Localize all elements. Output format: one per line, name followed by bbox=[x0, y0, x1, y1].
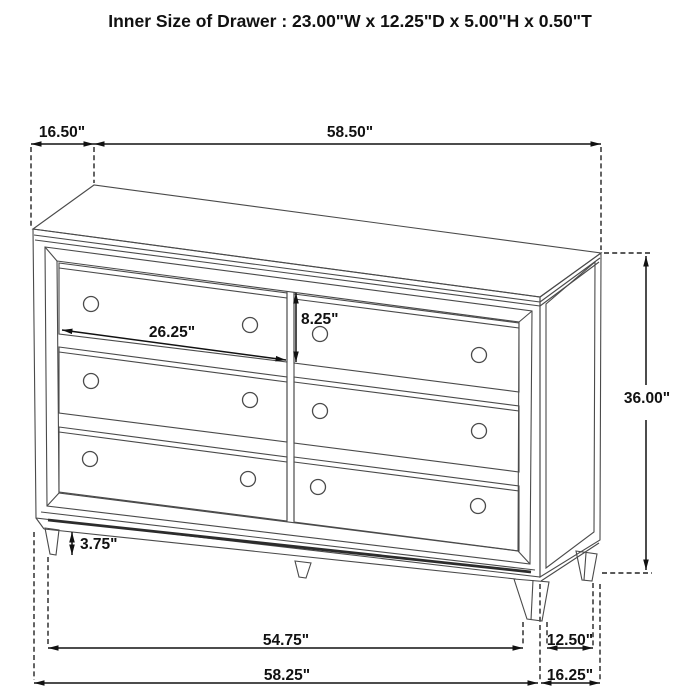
knob-icon bbox=[313, 404, 328, 419]
top-molding-line-side bbox=[540, 258, 600, 302]
front-bevel-frame bbox=[45, 247, 532, 564]
back-right-leg-edge bbox=[584, 553, 586, 580]
drawer-front bbox=[59, 347, 287, 442]
drawer-height-label: 8.25" bbox=[301, 311, 339, 328]
drawer-accent-line bbox=[59, 268, 287, 298]
center-leg bbox=[295, 561, 311, 578]
drawer-front bbox=[294, 294, 519, 392]
knob-icon bbox=[83, 452, 98, 467]
drawer-front bbox=[59, 263, 287, 362]
knob-icon bbox=[243, 393, 258, 408]
drawer-knobs bbox=[83, 297, 487, 514]
top-depth-label: 16.50" bbox=[38, 124, 86, 141]
knob-icon bbox=[313, 327, 328, 342]
drawer-accent-line bbox=[59, 432, 287, 462]
top-width-label: 58.50" bbox=[326, 124, 374, 141]
dresser-top bbox=[33, 185, 601, 297]
drawer-fronts bbox=[59, 263, 519, 551]
knob-icon bbox=[84, 374, 99, 389]
knob-icon bbox=[84, 297, 99, 312]
drawer-width-label: 26.25" bbox=[148, 324, 196, 341]
knob-icon bbox=[241, 472, 256, 487]
base-width-label: 58.25" bbox=[263, 667, 311, 684]
leg-height-label: 3.75" bbox=[80, 536, 118, 553]
front-right-leg-edge bbox=[531, 580, 533, 620]
drawer-accent-line bbox=[294, 462, 519, 491]
side-leg-span-label: 12.50" bbox=[546, 632, 594, 649]
drawer-front bbox=[294, 377, 519, 472]
extension-lines bbox=[31, 147, 652, 680]
knob-icon bbox=[471, 499, 486, 514]
center-stile bbox=[287, 291, 294, 521]
page-title: Inner Size of Drawer : 23.00"W x 12.25"D x 5.00"H x 0.50"T bbox=[108, 11, 592, 31]
drawer-accent-line bbox=[294, 382, 519, 411]
knob-icon bbox=[243, 318, 258, 333]
overall-height-label: 36.00" bbox=[623, 390, 671, 407]
drawer-accent-line bbox=[59, 352, 287, 382]
knob-icon bbox=[311, 480, 326, 495]
dimension-lines bbox=[31, 144, 601, 683]
knob-icon bbox=[472, 348, 487, 363]
base-depth-label: 16.25" bbox=[546, 667, 594, 684]
dresser-illustration bbox=[33, 185, 601, 621]
dimension-labels bbox=[39, 124, 670, 684]
front-left-leg bbox=[45, 528, 59, 555]
knob-icon bbox=[472, 424, 487, 439]
side-panel bbox=[540, 253, 601, 581]
front-leg-span-label: 54.75" bbox=[262, 632, 310, 649]
